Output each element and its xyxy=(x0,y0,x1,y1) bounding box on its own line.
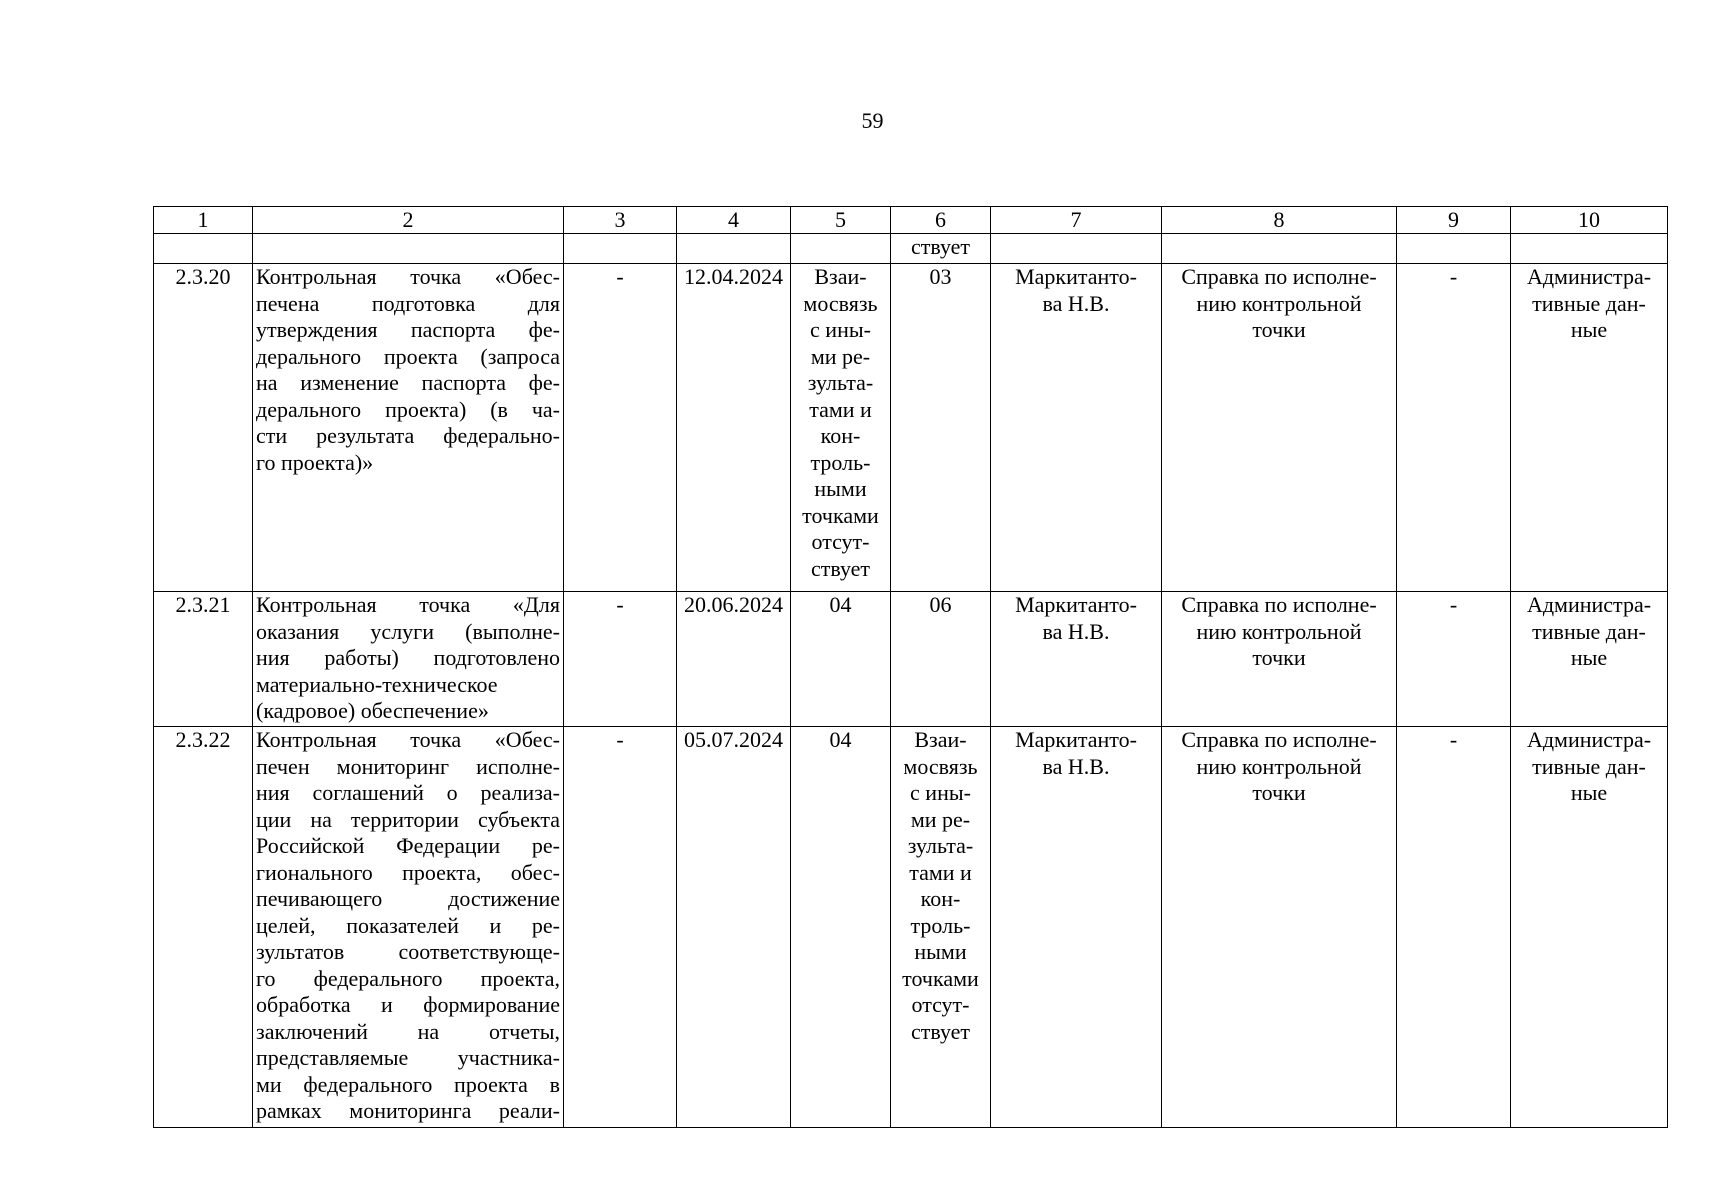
title-line: печен мониторинг исполне- xyxy=(256,753,560,779)
table-row xyxy=(154,264,1668,592)
date: 20.06.2024 xyxy=(677,592,791,727)
control-point-title xyxy=(253,264,564,592)
empty-cell xyxy=(1511,234,1668,264)
title-line: сти результата федерально- xyxy=(256,423,560,448)
empty-cell xyxy=(564,234,677,264)
column-number: 8 xyxy=(1162,207,1397,234)
col3-value: - xyxy=(564,592,677,727)
column-number: 1 xyxy=(154,207,253,234)
col9-value: - xyxy=(1397,727,1511,1128)
col6-value: Взаи- мосвязь с ины- ми ре- зульта- тами и кон- троль- ными точками отсут- ствует xyxy=(891,727,991,1128)
col3-value: - xyxy=(564,727,677,1128)
title-line: дерального проекта (запроса xyxy=(256,343,560,369)
title-line: ния соглашений о реализа- xyxy=(256,780,560,805)
title-line: гионального проекта, обес- xyxy=(256,859,560,885)
title-line: печивающего достижение xyxy=(256,886,560,911)
date: 05.07.2024 xyxy=(677,727,791,1128)
title-line: заключений на отчеты, xyxy=(256,1018,560,1044)
col9-value: - xyxy=(1397,264,1511,592)
title-line: материально-техническое xyxy=(256,671,498,697)
column-number: 10 xyxy=(1511,207,1668,234)
col5-value: 04 xyxy=(791,727,891,1128)
title-line: оказания услуги (выполне- xyxy=(256,618,560,644)
empty-cell xyxy=(991,234,1162,264)
row-number: 2.3.22 xyxy=(154,727,253,1128)
col3-value: - xyxy=(564,264,677,592)
title-line: го проекта)» xyxy=(256,449,374,475)
confirming-document: Справка по исполне- нию контрольной точки xyxy=(1162,592,1397,727)
column-number: 5 xyxy=(791,207,891,234)
data-source: Администра- тивные дан- ные xyxy=(1511,727,1668,1128)
row-number: 2.3.21 xyxy=(154,592,253,727)
title-line: на изменение паспорта фе- xyxy=(256,370,560,395)
title-line: ми федерального проекта в xyxy=(256,1071,560,1097)
table-row xyxy=(154,592,1668,727)
continuation-row xyxy=(154,234,1668,264)
title-line: (кадровое) обеспечение» xyxy=(256,698,489,723)
col9-value: - xyxy=(1397,592,1511,727)
empty-cell xyxy=(253,234,564,264)
title-line: ции на территории субъекта xyxy=(256,806,560,832)
column-number: 6 xyxy=(891,207,991,234)
empty-cell xyxy=(1162,234,1397,264)
title-line: Контрольная точка «Для xyxy=(256,592,560,617)
page-number: 59 xyxy=(861,108,884,133)
data-source: Администра- тивные дан- ные xyxy=(1511,592,1668,727)
title-line: ния работы) подготовлено xyxy=(256,645,560,670)
title-line: Контрольная точка «Обес- xyxy=(256,264,560,289)
column-number: 3 xyxy=(564,207,677,234)
title-line: печена подготовка для xyxy=(256,290,560,316)
confirming-document: Справка по исполне- нию контрольной точки xyxy=(1162,264,1397,592)
responsible-person: Маркитанто- ва Н.В. xyxy=(991,592,1162,727)
title-line: рамках мониторинга реали- xyxy=(256,1098,560,1123)
date: 12.04.2024 xyxy=(677,264,791,592)
col6-value: 03 xyxy=(891,264,991,592)
title-line: дерального проекта) (в ча- xyxy=(256,396,560,422)
empty-cell xyxy=(1397,234,1511,264)
title-line: целей, показателей и ре- xyxy=(256,912,560,938)
col5-value: 04 xyxy=(791,592,891,727)
empty-cell xyxy=(154,234,253,264)
title-line: Контрольная точка «Обес- xyxy=(256,727,560,752)
title-line: утверждения паспорта фе- xyxy=(256,317,560,342)
control-point-title xyxy=(253,592,564,727)
column-number: 2 xyxy=(253,207,564,234)
column-number: 7 xyxy=(991,207,1162,234)
control-point-title xyxy=(253,727,564,1128)
title-line: Российской Федерации ре- xyxy=(256,833,560,858)
data-source: Администра- тивные дан- ные xyxy=(1511,264,1668,592)
title-line: го федерального проекта, xyxy=(256,965,560,991)
table-row xyxy=(154,727,1668,1128)
title-line: зультатов соответствующе- xyxy=(256,939,560,964)
responsible-person: Маркитанто- ва Н.В. xyxy=(991,727,1162,1128)
title-line: представляемые участника- xyxy=(256,1045,560,1070)
column-number-row xyxy=(154,207,1668,234)
responsible-person: Маркитанто- ва Н.В. xyxy=(991,264,1162,592)
row-number: 2.3.20 xyxy=(154,264,253,592)
column-number: 9 xyxy=(1397,207,1511,234)
continuation-text: ствует xyxy=(891,234,991,264)
col6-value: 06 xyxy=(891,592,991,727)
column-number: 4 xyxy=(677,207,791,234)
col5-value: Взаи- мосвязь с ины- ми ре- зульта- тами и кон- троль- ными точками отсут- ствует xyxy=(791,264,891,592)
control-points-table xyxy=(153,206,1668,1128)
confirming-document: Справка по исполне- нию контрольной точки xyxy=(1162,727,1397,1128)
title-line: обработка и формирование xyxy=(256,992,560,1017)
empty-cell xyxy=(677,234,791,264)
empty-cell xyxy=(791,234,891,264)
